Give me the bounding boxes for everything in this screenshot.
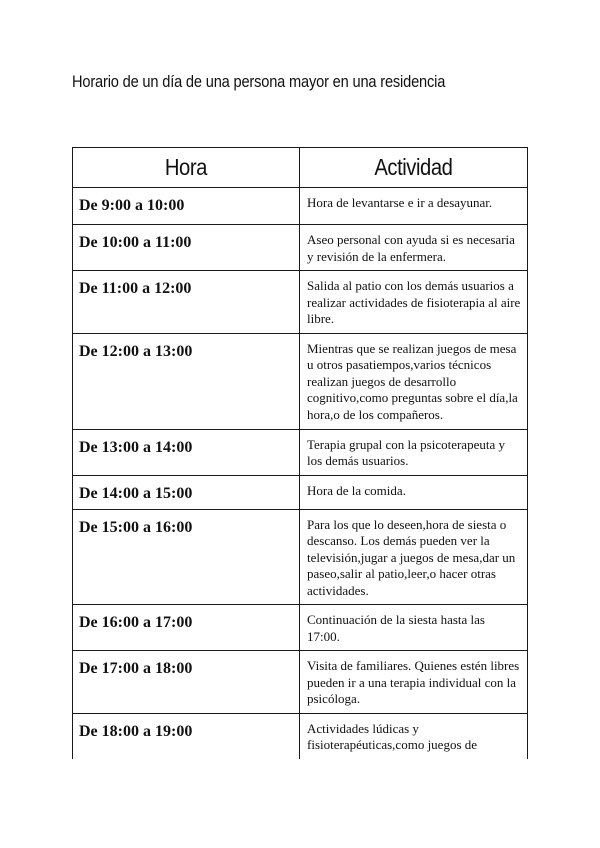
activity-cell: Continuación de la siesta hasta las 17:00.: [300, 605, 528, 651]
table-row: [73, 605, 528, 651]
schedule-table: [72, 147, 528, 759]
activity-cell: Para los que lo deseen,hora de siesta o descanso. Los demás pueden ver la televisión,jugar a juegos de mesa,dar un paseo,salir al patio,leer,o hacer otras actividades.: [300, 509, 528, 605]
table-row: [73, 271, 528, 334]
table-row: [73, 651, 528, 714]
table-row: [73, 475, 528, 509]
page-title: Horario de un día de una persona mayor en una residencia: [72, 72, 446, 91]
table-header-row: [73, 148, 528, 188]
time-cell: De 9:00 a 10:00: [73, 188, 300, 225]
activity-cell: Visita de familiares. Quienes estén libres pueden ir a una terapia individual con la psicóloga.: [300, 651, 528, 714]
activity-cell: Actividades lúdicas y fisioterapéuticas,como juegos de: [300, 713, 528, 759]
time-cell: De 13:00 a 14:00: [73, 429, 300, 475]
time-cell: De 18:00 a 19:00: [73, 713, 300, 759]
activity-cell: Salida al patio con los demás usuarios a realizar actividades de fisioterapia al aire libre.: [300, 271, 528, 334]
activity-cell: Terapia grupal con la psicoterapeuta y los demás usuarios.: [300, 429, 528, 475]
time-cell: De 14:00 a 15:00: [73, 475, 300, 509]
table-row: [73, 188, 528, 225]
table-row: [73, 713, 528, 759]
activity-cell: Mientras que se realizan juegos de mesa u otros pasatiempos,varios técnicos realizan juegos de desarrollo cognitivo,como preguntas sobre el día,la hora,o de los compañeros.: [300, 333, 528, 429]
time-cell: De 16:00 a 17:00: [73, 605, 300, 651]
activity-cell: Hora de levantarse e ir a desayunar.: [300, 188, 528, 225]
table-row: [73, 509, 528, 605]
time-cell: De 11:00 a 12:00: [73, 271, 300, 334]
table-row: [73, 333, 528, 429]
column-header-actividad: Actividad: [300, 148, 528, 188]
time-cell: De 17:00 a 18:00: [73, 651, 300, 714]
activity-cell: Aseo personal con ayuda si es necesaria y revisión de la enfermera.: [300, 225, 528, 271]
table-row: [73, 429, 528, 475]
column-header-hora: Hora: [73, 148, 300, 188]
table-row: [73, 225, 528, 271]
time-cell: De 15:00 a 16:00: [73, 509, 300, 605]
time-cell: De 12:00 a 13:00: [73, 333, 300, 429]
activity-cell: Hora de la comida.: [300, 475, 528, 509]
time-cell: De 10:00 a 11:00: [73, 225, 300, 271]
